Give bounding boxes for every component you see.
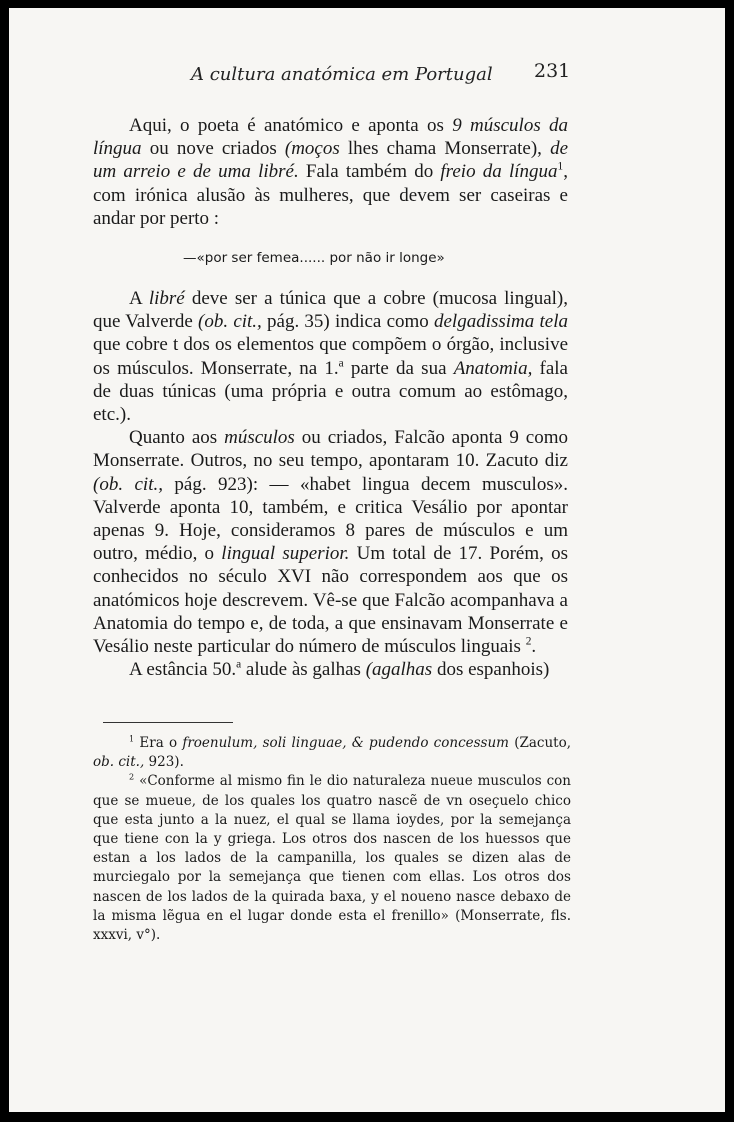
page-number: 231 xyxy=(534,60,571,82)
text-run: Fala também do xyxy=(298,161,441,183)
paragraph-1 xyxy=(93,114,568,230)
italic-run: de um arreio e de uma libré. xyxy=(93,138,568,183)
italic-run: froenulum, soli linguae, & pudendo concessum xyxy=(182,735,509,751)
footnote-marker-1: 1 xyxy=(557,161,564,174)
paragraph-3 xyxy=(93,426,568,658)
text-run: que cobre t dos os elementos que compõem o órgão, inclusive os músculos. Monserrate, na 1. xyxy=(93,334,568,379)
text-run: fala de duas túnicas (uma própria e outra comum ao estômago, etc.). xyxy=(93,357,568,426)
quote-part: por não ir longe» xyxy=(329,250,445,267)
text-run: Quanto aos xyxy=(129,427,225,449)
text-run: . xyxy=(531,636,537,658)
book-page xyxy=(9,8,725,1112)
running-title: A cultura anatómica em Portugal xyxy=(191,64,493,85)
italic-run: ob. cit., xyxy=(93,754,145,771)
italic-run: lingual superior. xyxy=(221,543,350,565)
text-run: dos espanhois) xyxy=(432,659,550,681)
page-header xyxy=(9,60,725,90)
italic-run: (ob. cit., xyxy=(198,311,262,333)
text-run: A xyxy=(129,288,149,310)
footnote-number: 2 xyxy=(129,771,135,782)
text-run: lhes chama Monserrate), xyxy=(339,138,551,160)
italic-run: (agalhas xyxy=(365,659,433,681)
footnote-text: «Conforme al mismo fin le dio naturaleza nueue musculos con que se mueue, de los quales los quatro nascẽ de vn oseçuelo chico que esta junto a la nuez, el qual se llama ioydes, por la semejança que tiene con la y griega. Los otros dos nascen de los huessos que estan a los lados de la campanilla, los quales se dizen alas de murciegalo por la semejança que tienen com ellas. Los otros dos nascen de los lados de la quirada baxa, y el noueno nasce debaxo de la misma lẽgua en el lugar donde esta el frenillo» (Monserrate, fls. xxxvi, v°). xyxy=(93,773,571,944)
italic-run: Anatomia, xyxy=(453,357,533,379)
footnote-divider xyxy=(103,722,233,723)
text-run: A estância 50. xyxy=(129,659,237,681)
paragraph-2 xyxy=(93,287,568,426)
ordinal-marker: a xyxy=(338,357,344,370)
footnote-1 xyxy=(93,734,571,772)
paragraph-4 xyxy=(93,658,568,681)
footnote-marker-2: 2 xyxy=(525,635,532,648)
text-run: pág. 35) indica como xyxy=(261,311,434,333)
verse-quote xyxy=(183,248,568,268)
text-run: deve ser a túnica que a cobre (mucosa lingual), que Valverde xyxy=(93,288,568,333)
italic-run: libré xyxy=(148,288,185,310)
footnotes xyxy=(93,734,571,945)
text-run: Aqui, o poeta é anatómico e aponta os xyxy=(129,115,453,136)
text-run: Era o xyxy=(139,735,183,751)
text-run: pág. 923): — «habet lingua decem musculos». Valverde aponta 10, também, e critica Vesálio por apontar apenas 9. Hoje, consideramos 8 pares de músculos e um outro, médio, o xyxy=(93,473,568,565)
footnote-2 xyxy=(93,772,571,945)
text-run: ou criados, Falcão aponta 9 como Monserrate. Outros, no seu tempo, apontaram 10. Zacuto diz xyxy=(93,427,568,472)
footnote-number: 1 xyxy=(129,733,135,744)
ordinal-marker: a xyxy=(236,658,242,671)
main-text xyxy=(93,114,568,681)
text-run: alude às galhas xyxy=(241,659,366,681)
italic-run: músculos xyxy=(224,427,295,449)
italic-run: 9 músculos da língua xyxy=(93,115,568,160)
text-run: Um total de 17. Porém, os conhecidos no século XVI não correspondem aos que os anatómicos hoje descrevem. Vê-se que Falcão acompanhava a Anatomia do tempo e, de toda, a que ensinavam Monserrate e Vesálio neste particular do número de músculos linguais xyxy=(93,543,568,658)
text-run: 923). xyxy=(144,754,184,771)
text-run: parte da sua xyxy=(343,357,454,379)
text-run: ou nove criados xyxy=(141,138,285,160)
italic-run: (moços xyxy=(284,138,340,160)
text-run: , com irónica alusão às mulheres, que devem ser caseiras e andar por perto : xyxy=(93,161,568,229)
italic-run: freio da língua xyxy=(440,161,558,183)
italic-run: (ob. cit., xyxy=(93,473,163,495)
quote-part: —«por ser femea...... xyxy=(183,250,326,267)
text-run: (Zacuto, xyxy=(508,735,571,751)
italic-run: delgadissima tela xyxy=(434,311,568,333)
